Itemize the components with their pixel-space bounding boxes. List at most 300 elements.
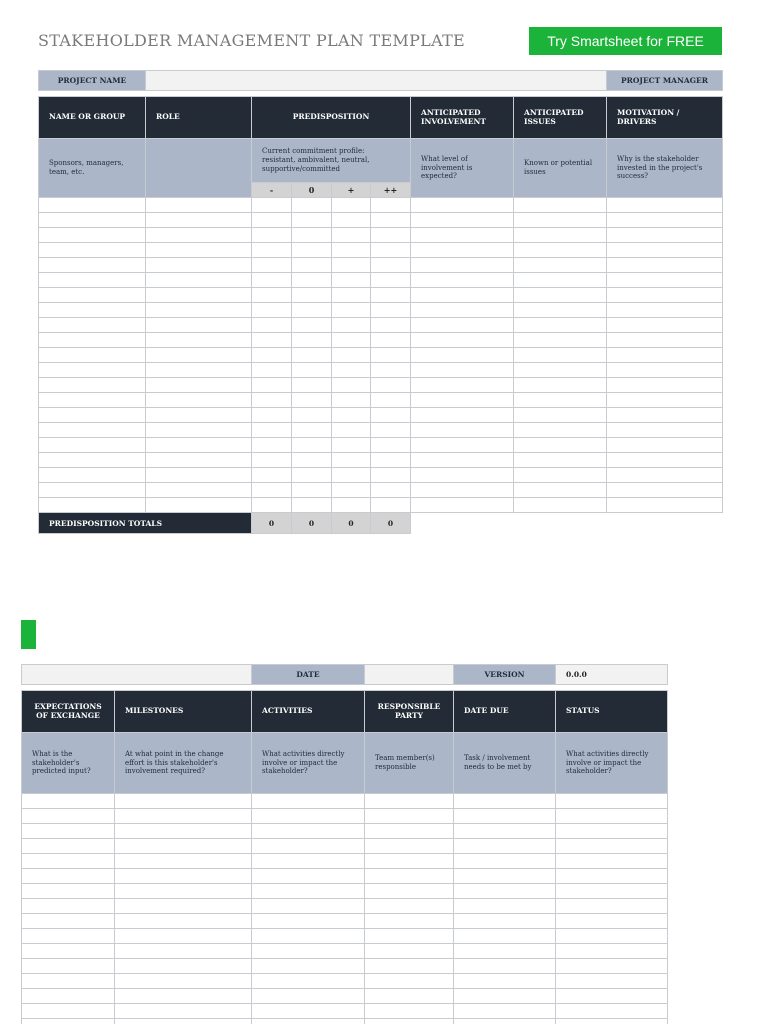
table-cell[interactable] [371, 198, 411, 213]
table-cell[interactable] [39, 498, 146, 513]
table-cell[interactable] [252, 869, 365, 884]
table-cell[interactable] [292, 453, 332, 468]
table-cell[interactable] [146, 273, 252, 288]
table-cell[interactable] [146, 318, 252, 333]
table-cell[interactable] [607, 228, 723, 243]
table-cell[interactable] [39, 408, 146, 423]
table-cell[interactable] [146, 438, 252, 453]
table-cell[interactable] [252, 468, 292, 483]
table-cell[interactable] [371, 243, 411, 258]
table-cell[interactable] [454, 854, 556, 869]
table-cell[interactable] [371, 363, 411, 378]
table-cell[interactable] [332, 198, 371, 213]
table-cell[interactable] [332, 243, 371, 258]
table-cell[interactable] [454, 944, 556, 959]
table-cell[interactable] [411, 303, 514, 318]
table-cell[interactable] [607, 408, 723, 423]
table-cell[interactable] [252, 198, 292, 213]
table-cell[interactable] [39, 333, 146, 348]
table-row [22, 824, 668, 839]
table-cell[interactable] [365, 794, 454, 809]
table-cell[interactable] [556, 974, 668, 989]
table-cell[interactable] [556, 914, 668, 929]
table-cell[interactable] [292, 213, 332, 228]
table-cell[interactable] [556, 929, 668, 944]
table-cell[interactable] [252, 318, 292, 333]
table-cell[interactable] [514, 438, 607, 453]
table-cell[interactable] [332, 228, 371, 243]
table-cell[interactable] [556, 884, 668, 899]
table-cell[interactable] [332, 408, 371, 423]
table-cell[interactable] [115, 1019, 252, 1024]
table-cell[interactable] [115, 794, 252, 809]
table-cell[interactable] [556, 869, 668, 884]
table-cell[interactable] [292, 273, 332, 288]
table-cell[interactable] [411, 213, 514, 228]
table-cell[interactable] [252, 854, 365, 869]
table-cell[interactable] [607, 288, 723, 303]
version-field[interactable]: 0.0.0 [556, 665, 668, 685]
table-cell[interactable] [371, 423, 411, 438]
table-cell[interactable] [411, 393, 514, 408]
table-cell[interactable] [146, 198, 252, 213]
engagement-blank-field[interactable] [22, 665, 252, 685]
table-cell[interactable] [39, 243, 146, 258]
table-cell[interactable] [411, 453, 514, 468]
table-cell[interactable] [607, 498, 723, 513]
table-cell[interactable] [411, 483, 514, 498]
table-cell[interactable] [411, 408, 514, 423]
table-cell[interactable] [454, 884, 556, 899]
table-cell[interactable] [411, 423, 514, 438]
header-name-or-group: NAME OR GROUP [39, 97, 146, 139]
table-cell[interactable] [332, 498, 371, 513]
table-cell[interactable] [252, 914, 365, 929]
table-cell[interactable] [146, 378, 252, 393]
table-cell[interactable] [332, 348, 371, 363]
table-cell[interactable] [115, 809, 252, 824]
table-cell[interactable] [252, 794, 365, 809]
table-cell[interactable] [454, 929, 556, 944]
table-cell[interactable] [454, 1004, 556, 1019]
table-cell[interactable] [22, 884, 115, 899]
table-cell[interactable] [365, 1004, 454, 1019]
table-cell[interactable] [411, 258, 514, 273]
date-field[interactable] [365, 665, 454, 685]
table-cell[interactable] [365, 824, 454, 839]
table-cell[interactable] [365, 1019, 454, 1024]
project-name-field[interactable] [146, 71, 607, 91]
table-cell[interactable] [292, 348, 332, 363]
table-cell[interactable] [22, 929, 115, 944]
table-cell[interactable] [22, 944, 115, 959]
table-cell[interactable] [607, 483, 723, 498]
table-cell[interactable] [252, 989, 365, 1004]
table-cell[interactable] [115, 824, 252, 839]
project-name-label: PROJECT NAME [39, 71, 146, 91]
table-cell[interactable] [146, 213, 252, 228]
table-cell[interactable] [365, 959, 454, 974]
table-cell[interactable] [115, 854, 252, 869]
table-cell[interactable] [365, 899, 454, 914]
table-cell[interactable] [252, 288, 292, 303]
table-cell[interactable] [371, 498, 411, 513]
table-cell[interactable] [39, 438, 146, 453]
table-cell[interactable] [252, 809, 365, 824]
table-cell[interactable] [514, 468, 607, 483]
table-cell[interactable] [252, 884, 365, 899]
table-cell[interactable] [607, 213, 723, 228]
table-cell[interactable] [411, 273, 514, 288]
table-cell[interactable] [252, 959, 365, 974]
table-cell[interactable] [115, 1004, 252, 1019]
table-cell[interactable] [115, 914, 252, 929]
table-cell[interactable] [22, 959, 115, 974]
table-cell[interactable] [252, 393, 292, 408]
table-cell[interactable] [332, 363, 371, 378]
table-cell[interactable] [22, 854, 115, 869]
table-cell[interactable] [454, 959, 556, 974]
header-role: ROLE [146, 97, 252, 139]
table-cell[interactable] [556, 824, 668, 839]
table-cell[interactable] [252, 824, 365, 839]
table-cell[interactable] [365, 869, 454, 884]
table-cell[interactable] [115, 839, 252, 854]
table-cell[interactable] [146, 498, 252, 513]
table-cell[interactable] [332, 213, 371, 228]
table-cell[interactable] [146, 408, 252, 423]
table-cell[interactable] [146, 468, 252, 483]
table-cell[interactable] [454, 974, 556, 989]
table-cell[interactable] [371, 483, 411, 498]
table-cell[interactable] [371, 303, 411, 318]
table-cell[interactable] [252, 378, 292, 393]
table-cell[interactable] [454, 794, 556, 809]
try-smartsheet-button[interactable]: Try Smartsheet for FREE [529, 27, 722, 55]
table-cell[interactable] [371, 318, 411, 333]
table-cell[interactable] [252, 929, 365, 944]
table-cell[interactable] [454, 989, 556, 1004]
table-cell[interactable] [292, 468, 332, 483]
table-cell[interactable] [292, 393, 332, 408]
table-cell[interactable] [252, 303, 292, 318]
table-cell[interactable] [514, 213, 607, 228]
table-cell[interactable] [371, 213, 411, 228]
table-cell[interactable] [514, 273, 607, 288]
table-cell[interactable] [556, 1004, 668, 1019]
table-cell[interactable] [411, 348, 514, 363]
table-cell[interactable] [252, 839, 365, 854]
table-cell[interactable] [371, 288, 411, 303]
table-row [22, 944, 668, 959]
table-cell[interactable] [146, 258, 252, 273]
table-cell[interactable] [332, 393, 371, 408]
table-cell[interactable] [115, 929, 252, 944]
table-cell[interactable] [252, 213, 292, 228]
table-cell[interactable] [556, 839, 668, 854]
table-cell[interactable] [146, 243, 252, 258]
table-cell[interactable] [252, 483, 292, 498]
table-cell[interactable] [252, 258, 292, 273]
table-cell[interactable] [146, 423, 252, 438]
table-cell[interactable] [371, 258, 411, 273]
table-cell[interactable] [514, 363, 607, 378]
table-cell[interactable] [371, 438, 411, 453]
table-cell[interactable] [371, 468, 411, 483]
table-cell[interactable] [454, 824, 556, 839]
table-cell[interactable] [607, 243, 723, 258]
table-cell[interactable] [556, 944, 668, 959]
table-cell[interactable] [556, 899, 668, 914]
table-cell[interactable] [39, 423, 146, 438]
table-cell[interactable] [22, 974, 115, 989]
table-cell[interactable] [411, 333, 514, 348]
table-cell[interactable] [411, 318, 514, 333]
table-cell[interactable] [371, 228, 411, 243]
table-cell[interactable] [607, 363, 723, 378]
table-cell[interactable] [252, 1019, 365, 1024]
table-cell[interactable] [514, 318, 607, 333]
table-cell[interactable] [332, 333, 371, 348]
table-cell[interactable] [514, 393, 607, 408]
table-cell[interactable] [371, 453, 411, 468]
table-cell[interactable] [514, 408, 607, 423]
table-cell[interactable] [514, 453, 607, 468]
table-cell[interactable] [146, 303, 252, 318]
table-cell[interactable] [292, 483, 332, 498]
table-cell[interactable] [22, 899, 115, 914]
table-cell[interactable] [454, 869, 556, 884]
table-cell[interactable] [556, 1019, 668, 1024]
table-cell[interactable] [22, 1019, 115, 1024]
table-cell[interactable] [454, 839, 556, 854]
table-cell[interactable] [146, 483, 252, 498]
version-label: VERSION [454, 665, 556, 685]
table-cell[interactable] [371, 348, 411, 363]
table-cell[interactable] [365, 914, 454, 929]
table-cell[interactable] [292, 288, 332, 303]
table-cell[interactable] [411, 498, 514, 513]
table-cell[interactable] [514, 303, 607, 318]
table-cell[interactable] [39, 258, 146, 273]
table-cell[interactable] [39, 348, 146, 363]
table-cell[interactable] [454, 914, 556, 929]
table-cell[interactable] [332, 453, 371, 468]
table-cell[interactable] [252, 899, 365, 914]
table-cell[interactable] [39, 468, 146, 483]
table-cell[interactable] [514, 333, 607, 348]
table-cell[interactable] [411, 198, 514, 213]
table-cell[interactable] [22, 809, 115, 824]
table-cell[interactable] [607, 468, 723, 483]
table-cell[interactable] [115, 899, 252, 914]
table-cell[interactable] [365, 809, 454, 824]
table-cell[interactable] [39, 393, 146, 408]
table-cell[interactable] [292, 423, 332, 438]
table-cell[interactable] [411, 378, 514, 393]
table-cell[interactable] [514, 288, 607, 303]
table-cell[interactable] [252, 1004, 365, 1019]
table-cell[interactable] [22, 824, 115, 839]
table-cell[interactable] [365, 854, 454, 869]
table-cell[interactable] [607, 453, 723, 468]
table-cell[interactable] [115, 944, 252, 959]
table-cell[interactable] [292, 198, 332, 213]
table-cell[interactable] [39, 363, 146, 378]
table-cell[interactable] [146, 393, 252, 408]
table-cell[interactable] [252, 333, 292, 348]
table-cell[interactable] [454, 1019, 556, 1024]
table-cell[interactable] [146, 363, 252, 378]
table-cell[interactable] [292, 303, 332, 318]
table-cell[interactable] [411, 363, 514, 378]
table-cell[interactable] [146, 333, 252, 348]
table-cell[interactable] [411, 243, 514, 258]
table-cell[interactable] [115, 974, 252, 989]
table-cell[interactable] [39, 288, 146, 303]
table-cell[interactable] [39, 378, 146, 393]
table-cell[interactable] [332, 318, 371, 333]
table-cell[interactable] [365, 944, 454, 959]
table-cell[interactable] [292, 318, 332, 333]
table-cell[interactable] [22, 989, 115, 1004]
table-cell[interactable] [292, 378, 332, 393]
table-cell[interactable] [332, 258, 371, 273]
table-cell[interactable] [371, 408, 411, 423]
table-cell[interactable] [22, 794, 115, 809]
table-cell[interactable] [252, 498, 292, 513]
table-cell[interactable] [22, 914, 115, 929]
table-cell[interactable] [292, 363, 332, 378]
table-cell[interactable] [332, 288, 371, 303]
table-cell[interactable] [252, 438, 292, 453]
table-cell[interactable] [39, 318, 146, 333]
table-cell[interactable] [514, 498, 607, 513]
table-cell[interactable] [556, 854, 668, 869]
table-cell[interactable] [146, 228, 252, 243]
table-cell[interactable] [252, 944, 365, 959]
table-cell[interactable] [332, 423, 371, 438]
table-cell[interactable] [292, 498, 332, 513]
table-cell[interactable] [146, 348, 252, 363]
table-cell[interactable] [332, 378, 371, 393]
table-cell[interactable] [252, 453, 292, 468]
table-cell[interactable] [556, 989, 668, 1004]
table-cell[interactable] [252, 408, 292, 423]
table-cell[interactable] [556, 794, 668, 809]
table-cell[interactable] [365, 929, 454, 944]
table-cell[interactable] [22, 869, 115, 884]
table-cell[interactable] [252, 423, 292, 438]
table-cell[interactable] [411, 438, 514, 453]
table-cell[interactable] [514, 228, 607, 243]
table-cell[interactable] [39, 213, 146, 228]
table-cell[interactable] [292, 243, 332, 258]
table-cell[interactable] [365, 839, 454, 854]
table-cell[interactable] [292, 258, 332, 273]
table-cell[interactable] [556, 959, 668, 974]
table-cell[interactable] [332, 483, 371, 498]
table-cell[interactable] [39, 453, 146, 468]
table-cell[interactable] [411, 228, 514, 243]
table-cell[interactable] [411, 468, 514, 483]
table-cell[interactable] [252, 228, 292, 243]
table-cell[interactable] [411, 288, 514, 303]
header-activities: ACTIVITIES [252, 691, 365, 733]
table-cell[interactable] [115, 884, 252, 899]
table-cell[interactable] [365, 884, 454, 899]
table-cell[interactable] [607, 333, 723, 348]
table-cell[interactable] [371, 378, 411, 393]
table-cell[interactable] [115, 989, 252, 1004]
table-cell[interactable] [514, 378, 607, 393]
table-cell[interactable] [514, 243, 607, 258]
header-predisposition: PREDISPOSITION [252, 97, 411, 139]
table-cell[interactable] [607, 303, 723, 318]
table-cell[interactable] [454, 809, 556, 824]
table-cell[interactable] [292, 228, 332, 243]
table-cell[interactable] [252, 273, 292, 288]
table-cell[interactable] [514, 483, 607, 498]
table-cell[interactable] [371, 333, 411, 348]
table-cell[interactable] [607, 258, 723, 273]
table-cell[interactable] [371, 393, 411, 408]
table-cell[interactable] [514, 258, 607, 273]
table-cell[interactable] [146, 453, 252, 468]
table-cell[interactable] [39, 228, 146, 243]
table-cell[interactable] [371, 273, 411, 288]
table-cell[interactable] [607, 438, 723, 453]
table-cell[interactable] [115, 959, 252, 974]
table-cell[interactable] [39, 483, 146, 498]
table-cell[interactable] [39, 303, 146, 318]
table-cell[interactable] [607, 423, 723, 438]
table-cell[interactable] [514, 348, 607, 363]
table-row [39, 393, 723, 408]
table-cell[interactable] [332, 273, 371, 288]
table-cell[interactable] [39, 198, 146, 213]
table-cell[interactable] [365, 989, 454, 1004]
table-cell[interactable] [332, 468, 371, 483]
table-cell[interactable] [607, 378, 723, 393]
table-cell[interactable] [365, 974, 454, 989]
table-cell[interactable] [556, 809, 668, 824]
table-cell[interactable] [607, 273, 723, 288]
table-cell[interactable] [292, 438, 332, 453]
table-cell[interactable] [115, 869, 252, 884]
table-cell[interactable] [292, 333, 332, 348]
table-cell[interactable] [514, 198, 607, 213]
table-cell[interactable] [332, 438, 371, 453]
table-cell[interactable] [607, 318, 723, 333]
table-cell[interactable] [607, 393, 723, 408]
table-cell[interactable] [292, 408, 332, 423]
table-cell[interactable] [252, 974, 365, 989]
table-cell[interactable] [454, 899, 556, 914]
table-cell[interactable] [332, 303, 371, 318]
table-cell[interactable] [22, 839, 115, 854]
table-cell[interactable] [146, 288, 252, 303]
table-cell[interactable] [514, 423, 607, 438]
engagement-table [21, 664, 668, 1024]
table-cell[interactable] [252, 243, 292, 258]
table-cell[interactable] [252, 363, 292, 378]
table-cell[interactable] [607, 198, 723, 213]
table-cell[interactable] [39, 273, 146, 288]
table-cell[interactable] [607, 348, 723, 363]
table-cell[interactable] [252, 348, 292, 363]
table-cell[interactable] [22, 1004, 115, 1019]
